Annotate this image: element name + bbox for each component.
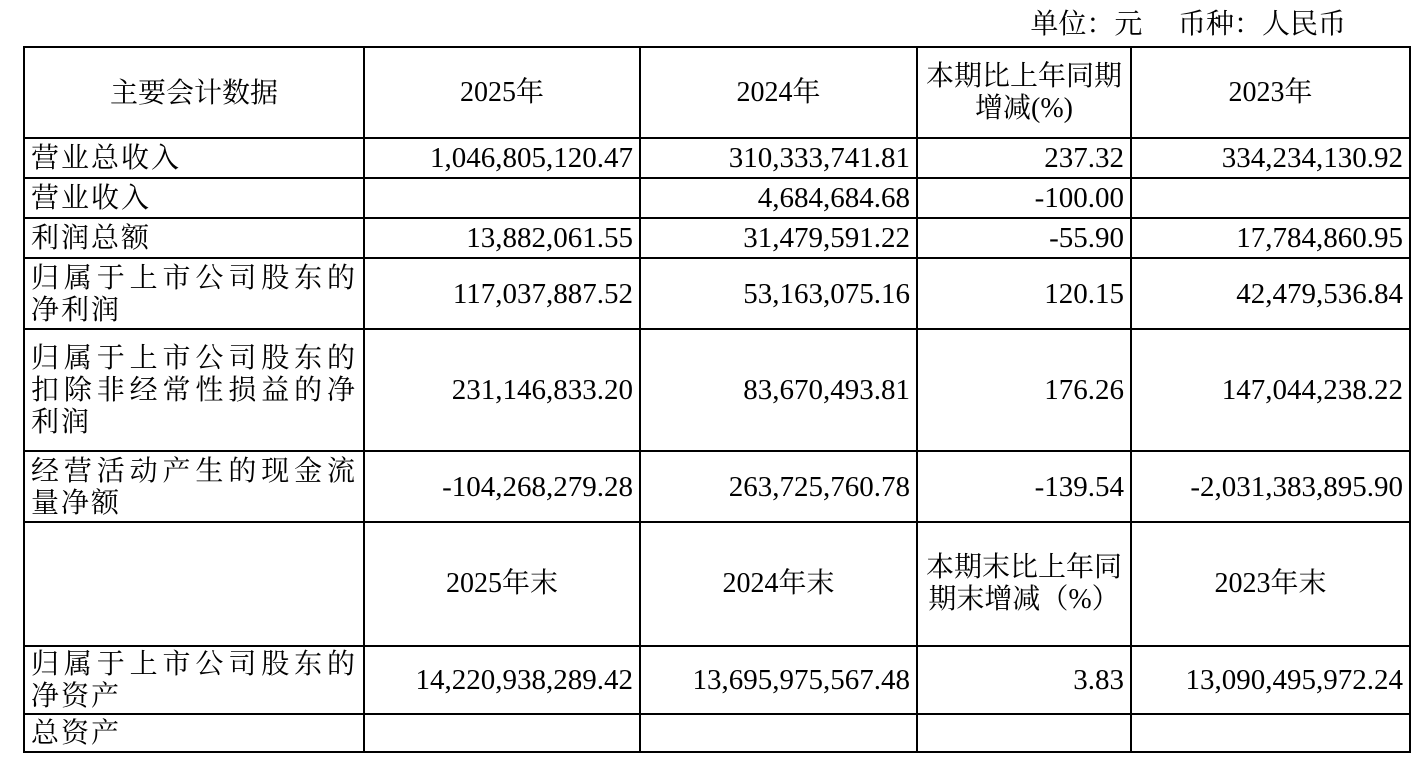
header-2025: 2025年 <box>364 47 640 138</box>
table-row <box>24 646 1410 714</box>
value-2023: 13,090,495,972.24 <box>1131 646 1410 714</box>
value-2024: 83,670,493.81 <box>640 329 917 451</box>
subheader-change: 本期末比上年同期末增减（%） <box>917 522 1131 646</box>
value-2025: 231,146,833.20 <box>364 329 640 451</box>
table-row <box>24 329 1410 451</box>
row-label: 归属于上市公司股东的扣除非经常性损益的净利润 <box>24 329 364 451</box>
subheader-2024: 2024年末 <box>640 522 917 646</box>
table-row <box>24 451 1410 522</box>
header-2024: 2024年 <box>640 47 917 138</box>
table-row <box>24 178 1410 218</box>
value-2025: 1,046,805,120.47 <box>364 138 640 178</box>
row-label: 利润总额 <box>24 218 364 258</box>
value-2024: 53,163,075.16 <box>640 258 917 329</box>
value-2025: 13,882,061.55 <box>364 218 640 258</box>
value-2023: 17,784,860.95 <box>1131 218 1410 258</box>
value-2024: 4,684,684.68 <box>640 178 917 218</box>
value-2023: 334,234,130.92 <box>1131 138 1410 178</box>
row-label: 经营活动产生的现金流量净额 <box>24 451 364 522</box>
value-2024: 13,695,975,567.48 <box>640 646 917 714</box>
table-subheader-row <box>24 522 1410 646</box>
value-change: -139.54 <box>917 451 1131 522</box>
header-label: 主要会计数据 <box>24 47 364 138</box>
value-change <box>917 714 1131 752</box>
table-row <box>24 218 1410 258</box>
value-2023: -2,031,383,895.90 <box>1131 451 1410 522</box>
value-2024: 310,333,741.81 <box>640 138 917 178</box>
row-label: 总资产 <box>24 714 364 752</box>
table-row <box>24 138 1410 178</box>
value-2024: 31,479,591.22 <box>640 218 917 258</box>
value-2025: 14,220,938,289.42 <box>364 646 640 714</box>
value-2023 <box>1131 178 1410 218</box>
value-2023: 42,479,536.84 <box>1131 258 1410 329</box>
table-row <box>24 258 1410 329</box>
value-change: -55.90 <box>917 218 1131 258</box>
value-2024 <box>640 714 917 752</box>
table-header-row <box>24 47 1410 138</box>
value-2025 <box>364 714 640 752</box>
row-label: 营业总收入 <box>24 138 364 178</box>
value-2024: 263,725,760.78 <box>640 451 917 522</box>
header-change: 本期比上年同期增减(%) <box>917 47 1131 138</box>
value-2025 <box>364 178 640 218</box>
table-row-cut <box>24 714 1410 752</box>
row-label: 归属于上市公司股东的净资产 <box>24 646 364 714</box>
row-label: 归属于上市公司股东的净利润 <box>24 258 364 329</box>
row-label: 营业收入 <box>24 178 364 218</box>
key-accounting-data-table <box>23 46 1411 753</box>
value-change: 120.15 <box>917 258 1131 329</box>
value-2025: -104,268,279.28 <box>364 451 640 522</box>
subheader-label <box>24 522 364 646</box>
value-change: 176.26 <box>917 329 1131 451</box>
value-change: -100.00 <box>917 178 1131 218</box>
subheader-2023: 2023年末 <box>1131 522 1410 646</box>
value-2023 <box>1131 714 1410 752</box>
value-change: 3.83 <box>917 646 1131 714</box>
value-2023: 147,044,238.22 <box>1131 329 1410 451</box>
header-2023: 2023年 <box>1131 47 1410 138</box>
subheader-2025: 2025年末 <box>364 522 640 646</box>
unit-currency-note: 单位：元 币种：人民币 <box>1030 7 1346 40</box>
value-2025: 117,037,887.52 <box>364 258 640 329</box>
value-change: 237.32 <box>917 138 1131 178</box>
